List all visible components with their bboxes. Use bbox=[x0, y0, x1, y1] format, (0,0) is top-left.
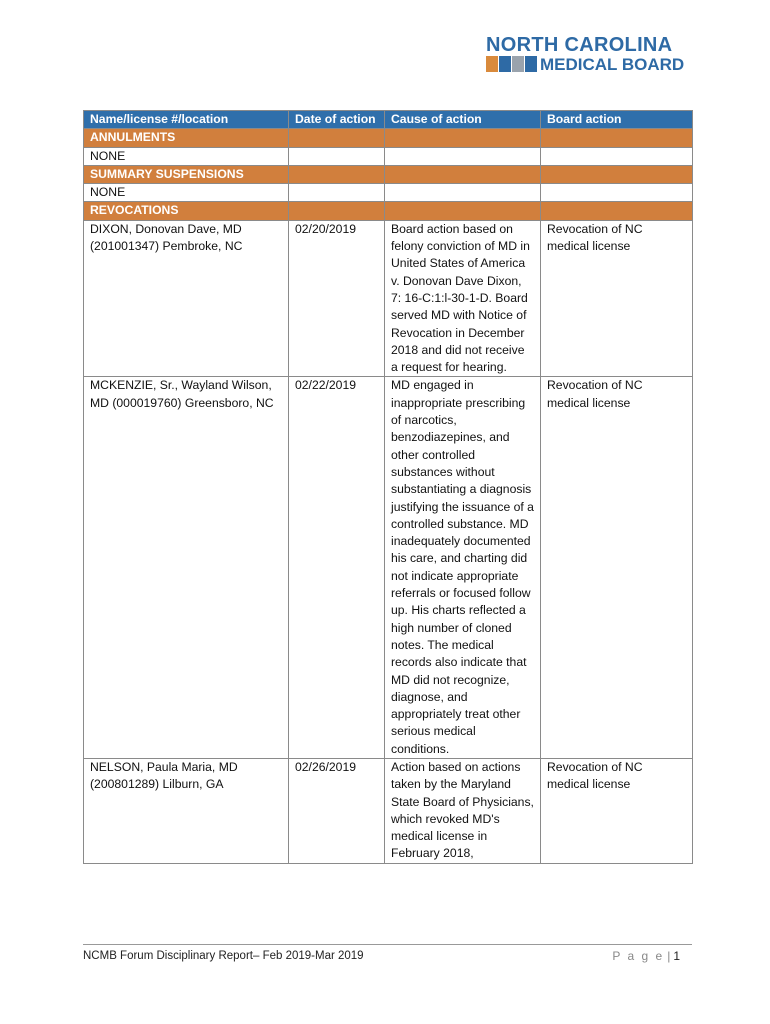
cell-cause: Action based on actions taken by the Maryland State Board of Physicians, which revoked MD's medical license in February 2018, bbox=[385, 758, 541, 863]
disciplinary-table bbox=[83, 110, 693, 864]
section-title: SUMMARY SUSPENSIONS bbox=[84, 165, 289, 183]
none-text: NONE bbox=[84, 184, 289, 202]
ncmb-logo bbox=[484, 34, 696, 76]
page-indicator bbox=[612, 949, 680, 963]
scales-icon bbox=[499, 56, 511, 72]
table-row bbox=[84, 220, 693, 377]
logo-icons bbox=[486, 56, 537, 72]
section-summary-suspensions bbox=[84, 165, 693, 183]
logo-line-1: NORTH CAROLINA bbox=[486, 34, 673, 56]
table-row bbox=[84, 184, 693, 202]
page-number: 1 bbox=[673, 949, 680, 963]
header-action: Board action bbox=[541, 111, 693, 129]
none-text: NONE bbox=[84, 147, 289, 165]
cross-icon bbox=[525, 56, 537, 72]
cell-action: Revocation of NC medical license bbox=[541, 220, 693, 377]
header-name: Name/license #/location bbox=[84, 111, 289, 129]
logo-line-2: MEDICAL BOARD bbox=[540, 55, 685, 74]
section-revocations bbox=[84, 202, 693, 220]
page-separator: | bbox=[667, 949, 671, 963]
header-cause: Cause of action bbox=[385, 111, 541, 129]
section-title: REVOCATIONS bbox=[84, 202, 289, 220]
cell-action: Revocation of NC medical license bbox=[541, 377, 693, 759]
section-annulments bbox=[84, 129, 693, 147]
cell-name: DIXON, Donovan Dave, MD (201001347) Pembroke, NC bbox=[84, 220, 289, 377]
cell-cause: MD engaged in inappropriate prescribing of narcotics, benzodiazepines, and other controlled substances without substantiating a diagnosis justifying the issuance of a controlled substance. MD inadequately documented his care, and charting did not indicate appropriate referrals or focused follow up. His charts reflected a high number of cloned notes. The medical records also indicate that MD did not recognize, diagnose, and appropriately treat other serious medical conditions. bbox=[385, 377, 541, 759]
section-title: ANNULMENTS bbox=[84, 129, 289, 147]
page-label: P a g e bbox=[612, 949, 665, 963]
footer-title: NCMB Forum Disciplinary Report– Feb 2019-Mar 2019 bbox=[83, 950, 364, 962]
cell-date: 02/26/2019 bbox=[289, 758, 385, 863]
microscope-icon bbox=[512, 56, 524, 72]
table-row bbox=[84, 758, 693, 863]
cell-name: MCKENZIE, Sr., Wayland Wilson, MD (000019760) Greensboro, NC bbox=[84, 377, 289, 759]
cell-date: 02/22/2019 bbox=[289, 377, 385, 759]
table-header-row bbox=[84, 111, 693, 129]
cell-cause: Board action based on felony conviction of MD in United States of America v. Donovan Dave Dixon, 7: 16-C:1:l-30-1-D. Board served MD with Notice of Revocation in December 2018 and did not receive a request for hearing. bbox=[385, 220, 541, 377]
page-footer bbox=[83, 944, 692, 963]
cell-name: NELSON, Paula Maria, MD (200801289) Lilburn, GA bbox=[84, 758, 289, 863]
cell-date: 02/20/2019 bbox=[289, 220, 385, 377]
header-date: Date of action bbox=[289, 111, 385, 129]
table-row bbox=[84, 147, 693, 165]
table-row bbox=[84, 377, 693, 759]
caduceus-icon bbox=[486, 56, 498, 72]
cell-action: Revocation of NC medical license bbox=[541, 758, 693, 863]
